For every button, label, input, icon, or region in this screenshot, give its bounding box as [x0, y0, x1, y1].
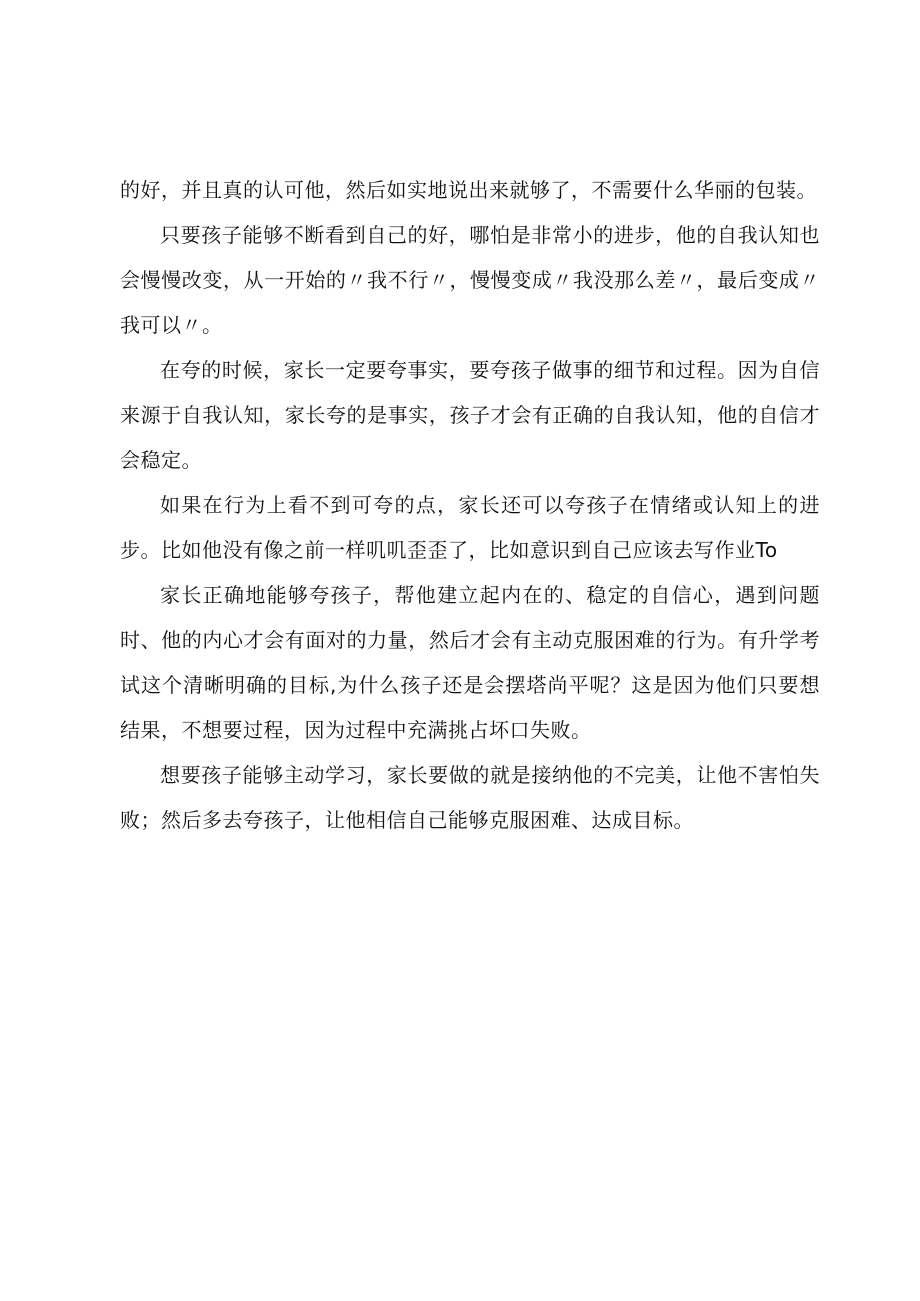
paragraph: 如果在行为上看不到可夸的点，家长还可以夸孩子在情绪或认知上的进步。比如他没有像之前一样叽叽歪歪了，比如意识到自己应该去写作业To: [120, 493, 820, 562]
paragraph: 家长正确地能够夸孩子，帮他建立起内在的、稳定的自信心，遇到问题时、他的内心才会有面对的力量，然后才会有主动克服困难的行为。有升学考试这个清晰明确的目标,为什么孩子还是会摆塔尚平呢？这是因为他们只要想结果，不想要过程，因为过程中充满挑占坏口失败。: [120, 583, 820, 742]
document-body: [120, 168, 820, 843]
paragraph: 在夸的时候，家长一定要夸事实，要夸孩子做事的细节和过程。因为自信来源于自我认知，家长夸的是事实，孩子才会有正确的自我认知，他的自信才会稳定。: [120, 358, 820, 472]
paragraph: 只要孩子能够不断看到自己的好，哪怕是非常小的进步，他的自我认知也会慢慢改变，从一开始的〃我不行〃，慢慢变成〃我没那么差〃，最后变成〃我可以〃。: [120, 223, 820, 337]
paragraph: 想要孩子能够主动学习，家长要做的就是接纳他的不完美，让他不害怕失败；然后多去夸孩子，让他相信自己能够克服困难、达成目标。: [120, 763, 820, 832]
paragraph-continuation: 的好，并且真的认可他，然后如实地说出来就够了，不需要什么华丽的包装。: [120, 178, 817, 202]
